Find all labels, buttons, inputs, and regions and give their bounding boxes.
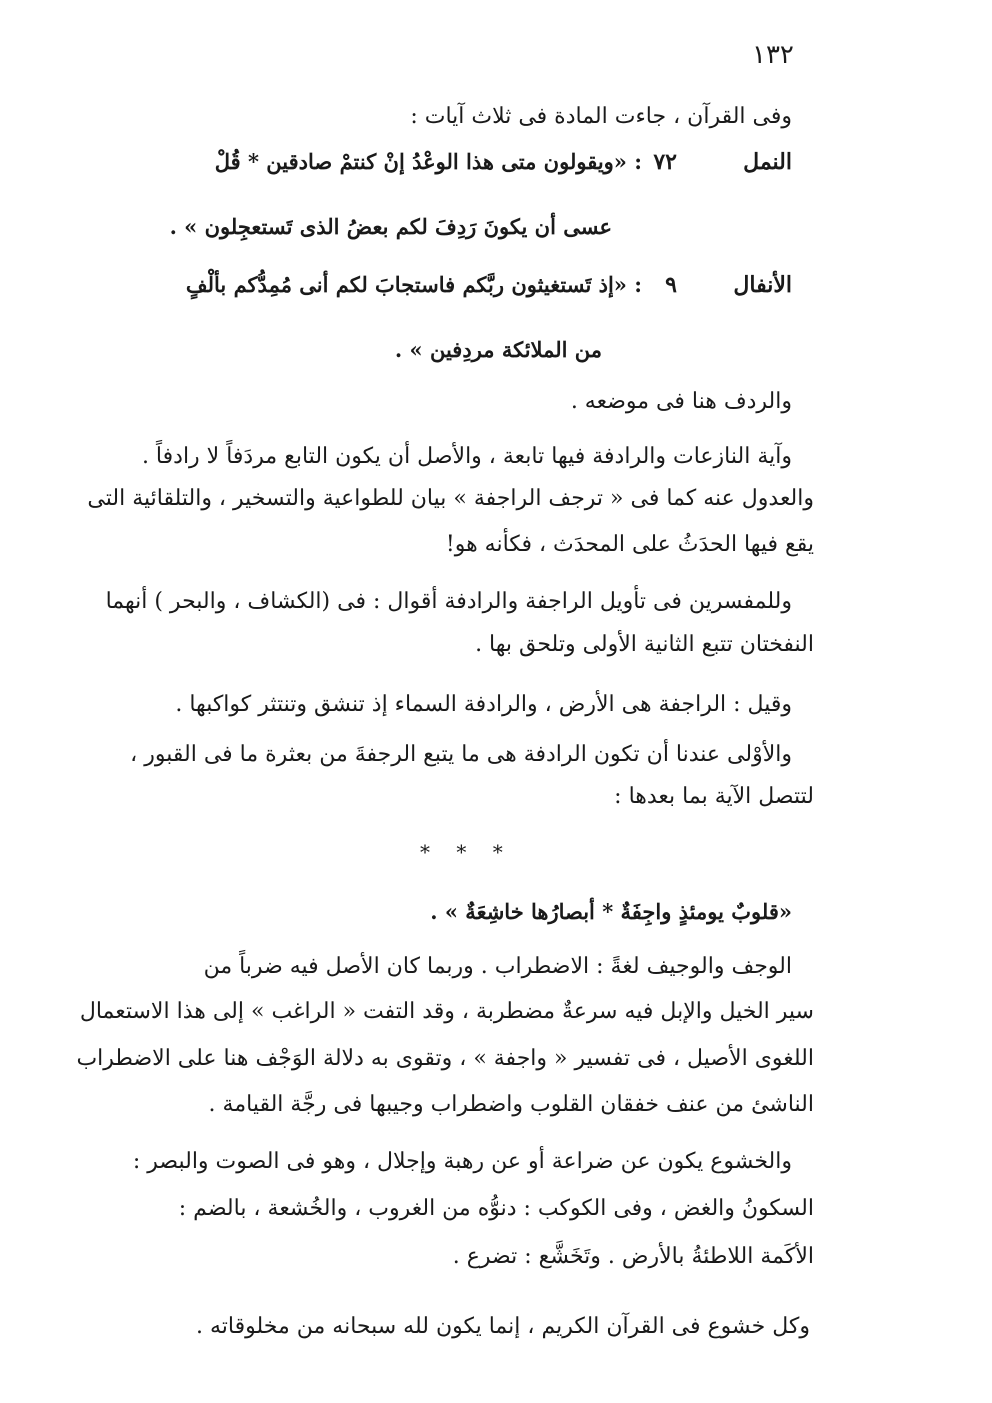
verse-text-line: : «إذ تَستغيثون ربَّكم فاستجابَ لكم أنى مُمِدُّكم بألْفٍ — [185, 272, 642, 297]
quoted-verse: «قلوبٌ يومئذٍ واجِفَةٌ * أبصارُها خاشِعَةٌ » . — [430, 899, 792, 924]
section-separator: * * * — [420, 840, 513, 864]
paragraph-line: يقع فيها الحدَثُ على المحدَث ، فكأنه هو! — [445, 532, 814, 557]
paragraph-line: والعدول عنه كما فى « ترجف الراجفة » بيان للطواعية والتسخير ، والتلقائية التى — [87, 486, 814, 511]
verse-number: ٩ — [665, 272, 677, 298]
verse-sura-label: النمل — [743, 149, 792, 175]
paragraph-line: وكل خشوع فى القرآن الكريم ، إنما يكون لله سبحانه من مخلوقاته . — [196, 1314, 810, 1339]
paragraph-line: وآية النازعات والرادفة فيها تابعة ، والأصل أن يكون التابع مردَفاً لا رادفاً . — [141, 444, 792, 469]
paragraph-line: والأوْلى عندنا أن تكون الرادفة هى ما يتبع الرجفةَ من بعثرة ما فى القبور ، — [130, 742, 792, 767]
paragraph-line: اللغوى الأصيل ، فى تفسير « واجفة » ، وتقوى به دلالة الوَجْف هنا على الاضطراب — [76, 1046, 814, 1071]
verse-number: ٧٢ — [653, 149, 677, 175]
paragraph-line: سير الخيل والإبل فيه سرعةٌ مضطربة ، وقد التفت « الراغب » إلى هذا الاستعمال — [79, 999, 814, 1024]
paragraph-line: النفختان تتبع الثانية الأولى وتلحق بها . — [475, 632, 814, 657]
paragraph-line: والردف هنا فى موضعه . — [570, 389, 792, 414]
paragraph-line: وللمفسرين فى تأويل الراجفة والرادفة أقوال : فى (الكشاف ، والبحر ) أنهما — [105, 589, 792, 614]
verse-text-line: عسى أن يكونَ رَدِفَ لكم بعضُ الذى تَستعجِلون » . — [169, 214, 612, 239]
verse-text-line: من الملائكة مردِفين » . — [394, 337, 602, 362]
paragraph-line: السكونُ والغض ، وفى الكوكب : دنوُّه من الغروب ، والخُشعة ، بالضم : — [178, 1196, 814, 1221]
page-number: ١٣٢ — [752, 40, 794, 70]
paragraph-line: وقيل : الراجفة هى الأرض ، والرادفة السماء إذ تنشق وتنتثر كواكبها . — [175, 692, 792, 717]
paragraph-line: لتتصل الآية بما بعدها : — [614, 784, 814, 809]
verse-sura-label: الأنفال — [733, 272, 792, 298]
intro-line: وفى القرآن ، جاءت المادة فى ثلاث آيات : — [410, 104, 792, 129]
paragraph-line: الناشئ من عنف خفقان القلوب واضطراب وجيبها فى رجَّة القيامة . — [208, 1092, 814, 1117]
paragraph-line: الوجف والوجيف لغةً : الاضطراب . وربما كان الأصل فيه ضرباً من — [203, 954, 792, 979]
verse-text-line: : «ويقولون متى هذا الوعْدُ إنْ كنتمْ صادقين * قُلْ — [214, 149, 642, 174]
paragraph-line: الأكَمة اللاطئةُ بالأرض . وتَخَشَّع : تضرع . — [452, 1244, 814, 1269]
paragraph-line: والخشوع يكون عن ضراعة أو عن رهبة وإجلال ، وهو فى الصوت والبصر : — [132, 1149, 792, 1174]
